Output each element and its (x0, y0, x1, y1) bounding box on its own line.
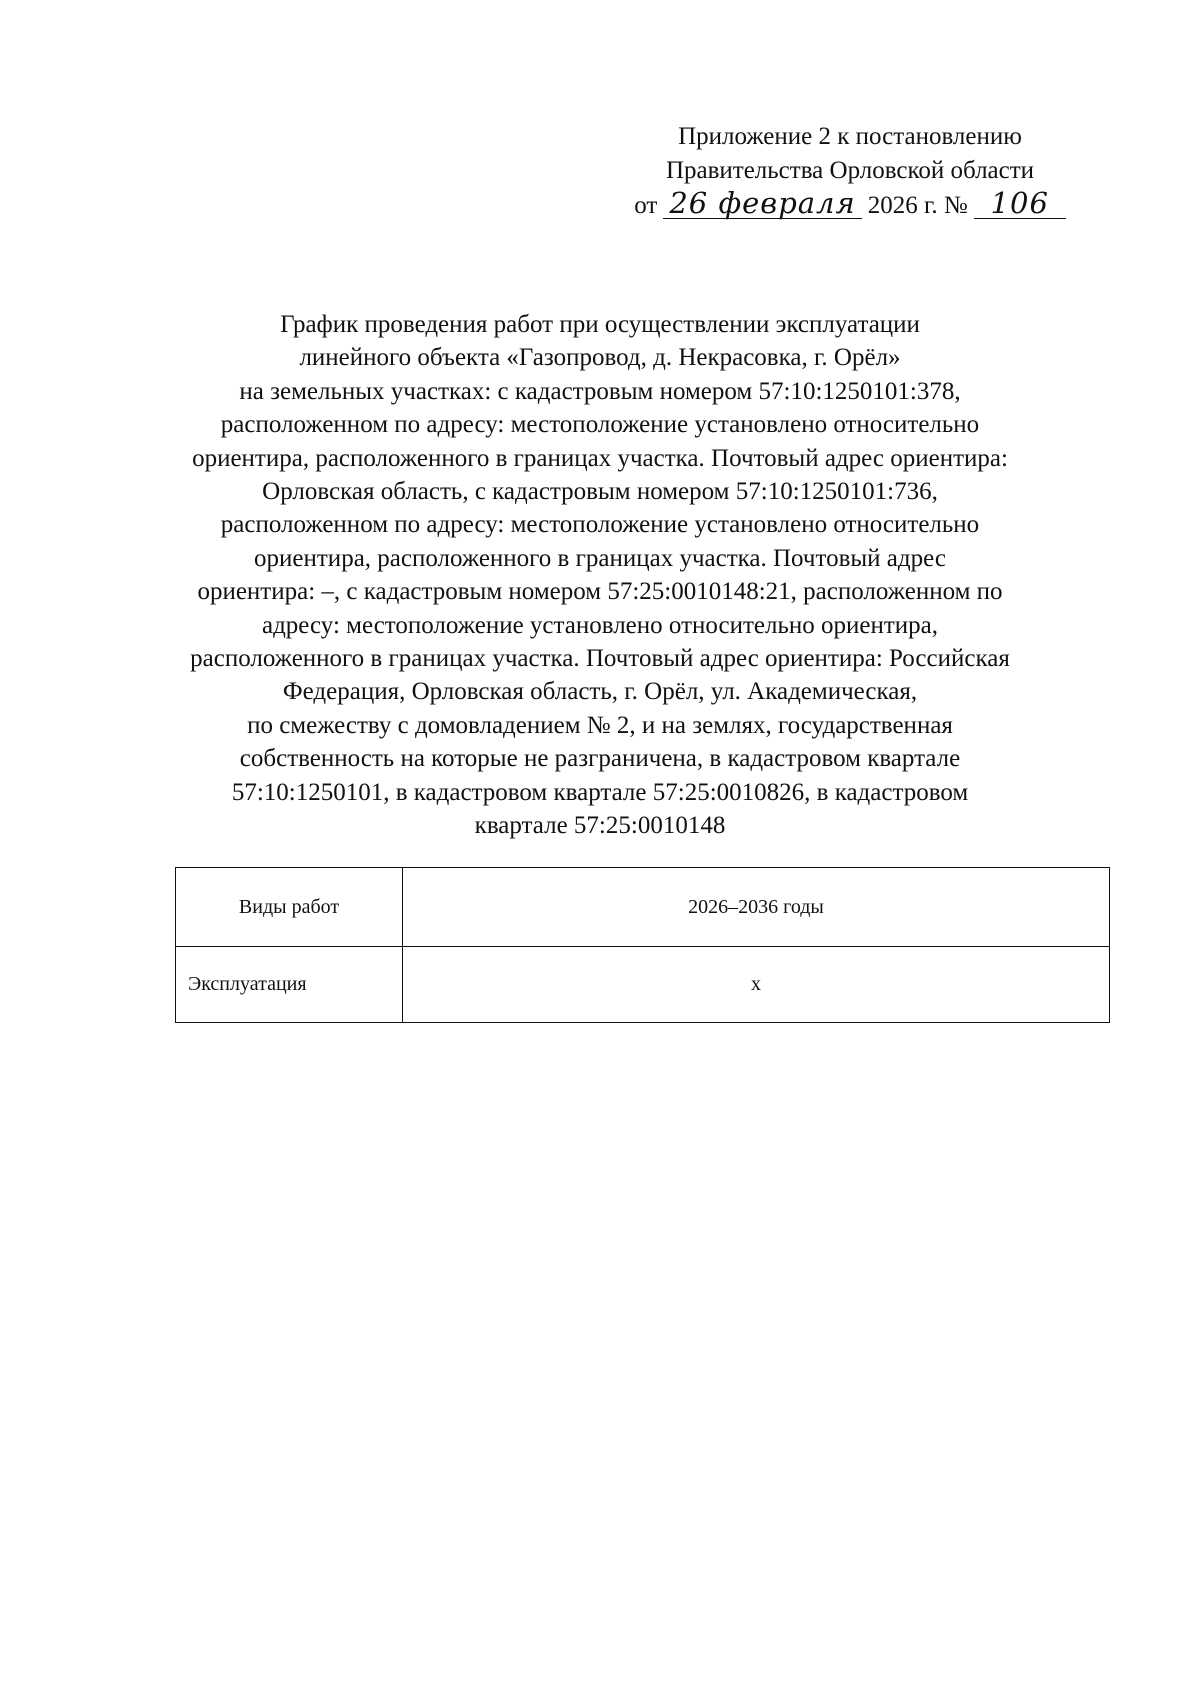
title-line: ориентира: –, с кадастровым номером 57:25:0010148:21, расположенном по (197, 578, 1003, 606)
handwritten-date: 26 февраля (663, 188, 861, 219)
resolution-date-line (600, 188, 1100, 223)
title-line: расположенного в границах участка. Почтовый адрес ориентира: Российская (190, 645, 1010, 673)
work-schedule-table (175, 867, 1110, 1023)
header-cell-work-type: Виды работ (176, 868, 403, 947)
title-line: линейного объекта «Газопровод, д. Некрасовка, г. Орёл» (299, 344, 901, 372)
title-line: по смежеству с домовладением № 2, и на землях, государственная (247, 711, 953, 739)
title-line: 57:10:1250101, в кадастровом квартале 57:25:0010826, в кадастровом (231, 778, 969, 806)
title-line: квартале 57:25:0010148 (474, 812, 726, 840)
title-line: Федерация, Орловская область, г. Орёл, ул. Академическая, (282, 678, 918, 706)
cell-work-type: Эксплуатация (176, 947, 403, 1023)
handwritten-number: 106 (974, 188, 1066, 219)
title-line: Орловская область, с кадастровым номером 57:10:1250101:736, (262, 478, 938, 506)
resolution-year: 2026 г. № (867, 192, 968, 219)
title-line: на земельных участках: с кадастровым номером 57:10:1250101:378, (239, 377, 961, 405)
title-line: расположенном по адресу: местоположение установлено относительно (220, 411, 980, 439)
appendix-header (600, 120, 1100, 223)
cell-period-mark: х (403, 947, 1110, 1023)
appendix-label: Приложение 2 к постановлению (678, 123, 1022, 150)
table-row (176, 947, 1110, 1023)
issuing-authority: Правительства Орловской области (665, 157, 1035, 184)
title-line: расположенном по адресу: местоположение установлено относительно (220, 511, 980, 539)
title-line: ориентира, расположенного в границах участка. Почтовый адрес (254, 544, 946, 572)
document-title (150, 308, 1050, 843)
date-prefix: от (634, 192, 658, 219)
title-line: ориентира, расположенного в границах участка. Почтовый адрес ориентира: (192, 444, 1008, 472)
title-line: График проведения работ при осуществлении эксплуатации (280, 311, 920, 338)
title-line: собственность на которые не разграничена, в кадастровом квартале (239, 745, 961, 773)
table-header-row (176, 868, 1110, 947)
title-line: адресу: местоположение установлено относительно ориентира, (261, 611, 939, 639)
header-cell-period: 2026–2036 годы (403, 868, 1110, 947)
